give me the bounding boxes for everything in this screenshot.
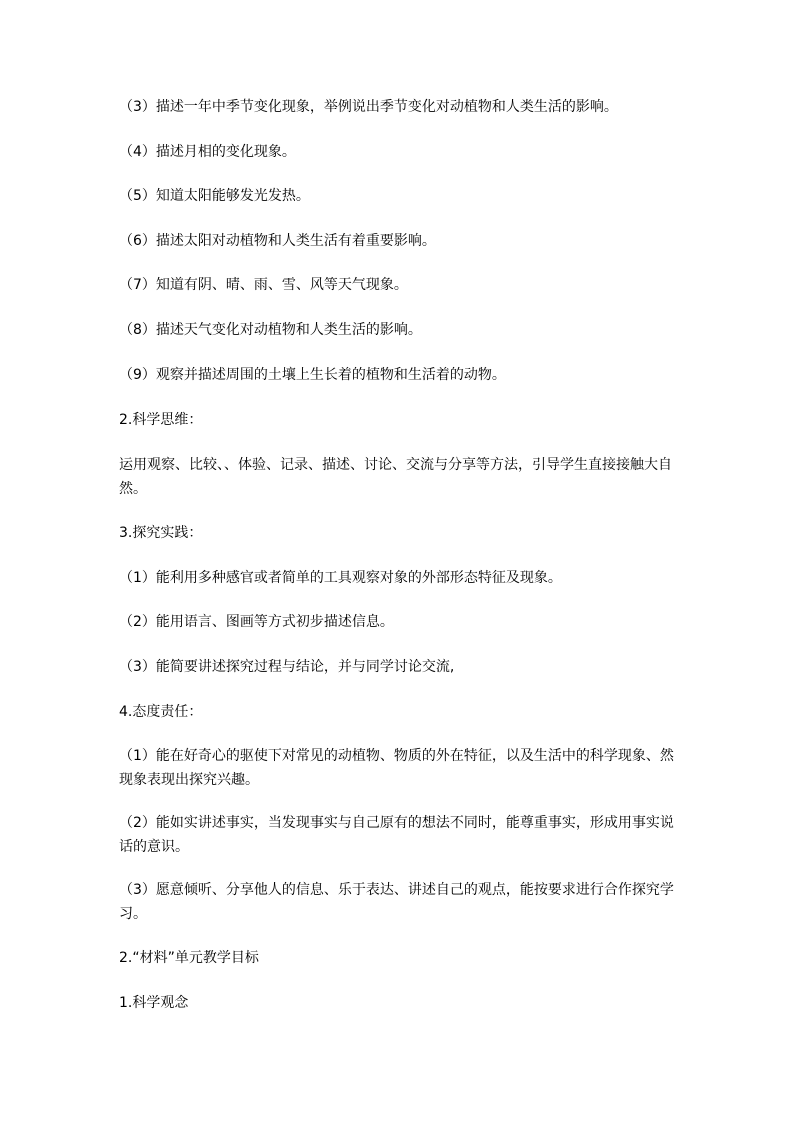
paragraph-attitude-curiosity: （1）能在好奇心的驱使下对常见的动植物、物质的外在特征，以及生活中的科学现象、然现象表现出探究兴趣。 bbox=[119, 748, 674, 788]
paragraph-season-change: （3）描述一年中季节变化现象，举例说出季节变化对动植物和人类生活的影响。 bbox=[119, 99, 618, 115]
heading-materials-unit: 2.“材料”单元教学目标 bbox=[119, 950, 259, 966]
paragraph-attitude-cooperate: （3）愿意倾听、分享他人的信息、乐于表达、讲述自己的观点，能按要求进行合作探究学习。 bbox=[119, 882, 674, 922]
paragraph-soil-observation: （9）观察并描述周围的土壤上生长着的植物和生活着的动物。 bbox=[119, 367, 506, 383]
paragraph-inquiry-describe: （2）能用语言、图画等方式初步描述信息。 bbox=[119, 614, 394, 630]
paragraph-weather-influence: （8）描述天气变化对动植物和人类生活的影响。 bbox=[119, 322, 422, 338]
paragraph-inquiry-discuss: （3）能简要讲述探究过程与结论，并与同学讨论交流, bbox=[119, 659, 455, 675]
paragraph-sun-light-heat: （5）知道太阳能够发光发热。 bbox=[119, 188, 310, 204]
paragraph-thinking-methods: 运用观察、比较、、体验、记录、描述、讨论、交流与分享等方法，引导学生直接接触大自然。 bbox=[119, 457, 672, 497]
heading-inquiry-practice: 3.探究实践： bbox=[119, 525, 203, 541]
paragraph-inquiry-senses: （1）能利用多种感官或者简单的工具观察对象的外部形态特征及现象。 bbox=[119, 570, 562, 586]
heading-scientific-concept: 1.科学观念 bbox=[119, 995, 189, 1011]
paragraph-attitude-facts: （2）能如实讲述事实，当发现事实与自己原有的想法不同时，能尊重事实，形成用事实说话的意识。 bbox=[119, 815, 674, 855]
paragraph-sun-influence: （6）描述太阳对动植物和人类生活有着重要影响。 bbox=[119, 233, 436, 249]
paragraph-weather-types: （7）知道有阴、晴、雨、雪、风等天气现象。 bbox=[119, 277, 408, 293]
paragraph-moon-phase: （4）描述月相的变化现象。 bbox=[119, 144, 296, 160]
heading-attitude-responsibility: 4.态度责任： bbox=[119, 704, 203, 720]
heading-scientific-thinking: 2.科学思维： bbox=[119, 412, 203, 428]
